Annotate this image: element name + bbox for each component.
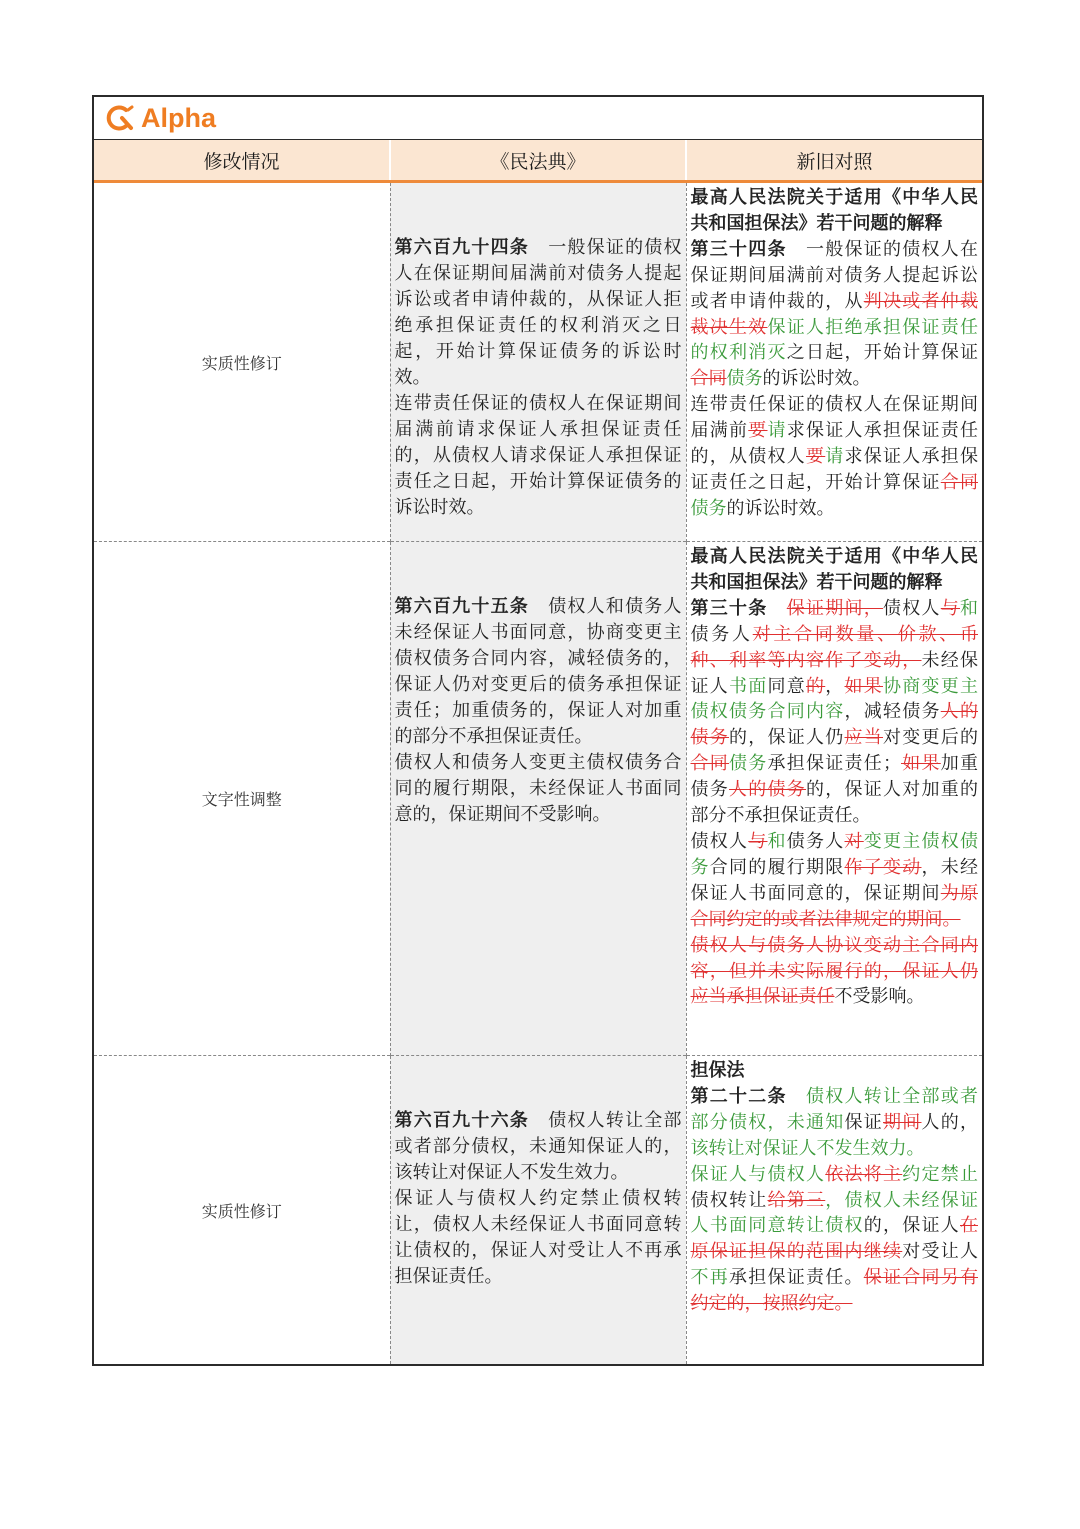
unchanged-text: 人的，: [921, 1111, 978, 1133]
deleted-text: 与: [940, 597, 960, 619]
source-title: 最高人民法院关于适用《中华人民共和国担保法》若干问题的解释: [690, 546, 978, 593]
deleted-text: 应当: [844, 727, 883, 749]
inserted-text: 变更主债权债务: [690, 830, 978, 878]
deleted-text: 为原合同约定的或者法律规定的期间。: [690, 882, 978, 930]
brand-header: [94, 97, 982, 140]
unchanged-text: ，减轻债务: [844, 701, 941, 723]
inserted-text: 该转让对保证人不发生效力。: [690, 1137, 925, 1159]
unchanged-text: 债务人: [786, 830, 845, 852]
inserted-text: 债权人转让全部或者部分债权，未通知: [690, 1085, 978, 1133]
deleted-text: 保证期间，: [786, 597, 883, 619]
deleted-text: 如果: [844, 675, 883, 697]
unchanged-text: 债权人: [883, 597, 941, 619]
col-header-old-new-comparison: 新旧对照: [686, 140, 982, 182]
inserted-text: 书面: [729, 675, 768, 697]
comparison-cell: [686, 1056, 982, 1365]
unchanged-text: 未经保证人: [690, 649, 978, 697]
article-number: 第二十二条: [690, 1085, 787, 1107]
civil-code-cell: [390, 542, 686, 1056]
civil-paragraph: [395, 391, 682, 521]
deleted-text: 人的债务: [729, 779, 806, 801]
col-header-civil-code: 《民法典》: [390, 140, 686, 182]
deleted-text: 债权人与债务人协议变动主合同内容，但并未实际履行的，保证人仍应当承担保证责任: [690, 934, 978, 1008]
comparison-paragraph: [691, 1162, 979, 1317]
unchanged-text: 同意: [767, 675, 806, 697]
inserted-text: 不再: [690, 1267, 729, 1289]
unchanged-text: [768, 598, 787, 619]
unchanged-text: 的诉讼时效。: [762, 368, 871, 390]
deleted-text: 对: [844, 830, 864, 852]
article-text: 债权人和债务人未经保证人书面同意，协商变更主债权债务合同内容，减轻债务的，保证人仍对变更后的债务承担保证责任；加重债务的，保证人对加重的部分不承担保证责任。: [394, 596, 682, 747]
table-header: [94, 140, 982, 182]
article-number: 第六百九十四条: [394, 237, 529, 258]
civil-paragraph: [395, 750, 682, 828]
deleted-text: 对主合同数量、价款、币种、利率等内容作了变动，: [690, 623, 979, 671]
unchanged-text: ，: [825, 675, 845, 697]
unchanged-text: 一般保证的债权人在保证期间届满前对债务人提起诉讼或者申请仲裁的，从: [690, 238, 978, 312]
article-number: 第六百九十六条: [394, 1110, 529, 1131]
comparison-paragraph: [691, 237, 979, 392]
change-type-cell: 文字性调整: [94, 542, 390, 1056]
deleted-text: 合同: [940, 471, 978, 493]
comparison-paragraph: [691, 1084, 979, 1162]
table-row: [94, 182, 982, 542]
article-number: 第三十四条: [690, 238, 787, 260]
civil-code-cell: [390, 1056, 686, 1365]
inserted-text: 债务: [690, 497, 727, 519]
comparison-paragraph: [691, 829, 979, 933]
inserted-text: 协商变更主债权债务合同内容: [690, 675, 978, 723]
inserted-text: ，债权人未经保证人书面同意转让债权: [690, 1189, 978, 1237]
unchanged-text: 不受影响。: [834, 986, 925, 1008]
unchanged-text: 加重债务: [690, 753, 978, 801]
inserted-text: 请: [767, 420, 787, 442]
article-text: 债权人转让全部或者部分债权，未通知保证人的，该转让对保证人不发生效力。: [394, 1110, 682, 1183]
deleted-text: 如果: [901, 753, 941, 775]
table-row: [94, 1056, 982, 1365]
unchanged-text: 的，保证人仍: [729, 727, 845, 749]
inserted-text: 债务: [729, 753, 768, 775]
article-text: 债权人和债务人变更主债权债务合同的履行期限，未经保证人书面同意的，保证期间不受影响。: [394, 752, 682, 825]
unchanged-text: 求保证人承担保证责任之日起，开始计算保证: [690, 446, 978, 493]
inserted-text: 和: [767, 830, 787, 852]
deleted-text: 在原保证担保的范围内继续: [690, 1215, 978, 1263]
change-type-cell: 实质性修订: [94, 182, 390, 542]
comparison-table: [94, 140, 982, 1364]
brand-name: Alpha: [141, 102, 217, 133]
alpha-logo-icon: [102, 101, 136, 135]
unchanged-text: ，未经保证人书面同意的，保证期间: [690, 856, 978, 904]
deleted-text: 作了变动: [844, 856, 922, 878]
unchanged-text: 合同的履行期限: [709, 856, 845, 878]
unchanged-text: 债权转让: [690, 1189, 768, 1211]
unchanged-text: 连带责任保证的债权人在保证期间届满前: [690, 394, 978, 442]
article-number: 第三十条: [690, 597, 768, 619]
deleted-text: 期间: [883, 1111, 922, 1133]
source-title: 最高人民法院关于适用《中华人民共和国担保法》若干问题的解释: [690, 187, 978, 234]
deleted-text: 依法将主: [825, 1163, 903, 1185]
unchanged-text: 保证: [844, 1111, 883, 1133]
inserted-text: 和: [960, 597, 978, 619]
deleted-text: 合同: [690, 753, 729, 775]
inserted-text: 请: [825, 446, 845, 468]
article-text: 连带责任保证的债权人在保证期间届满前请求保证人承担保证责任的，从债权人请求保证人承担保证责任之日起，开始计算保证债务的诉讼时效。: [394, 393, 682, 518]
unchanged-text: 债务人: [690, 623, 753, 645]
deleted-text: 判决或者仲裁裁决生效: [690, 290, 978, 338]
deleted-text: 人的债务: [690, 701, 978, 749]
unchanged-text: 对受让人: [902, 1241, 978, 1263]
unchanged-text: 之日起，开始计算保证: [786, 342, 978, 364]
unchanged-text: 的，保证人: [863, 1215, 960, 1237]
table-row: [94, 542, 982, 1056]
comparison-cell: [686, 182, 982, 542]
inserted-text: 保证人与债权人: [690, 1163, 826, 1185]
civil-paragraph: [395, 1186, 682, 1290]
deleted-text: 保证合同另有约定的，按照约定。: [690, 1267, 978, 1315]
unchanged-text: 承担保证责任。: [729, 1267, 864, 1289]
change-type-cell: 实质性修订: [94, 1056, 390, 1365]
deleted-text: 的: [806, 675, 826, 697]
unchanged-text: 债权人: [690, 830, 749, 852]
deleted-text: 给第三: [767, 1189, 826, 1211]
comparison-paragraph: [691, 596, 979, 829]
unchanged-text: [787, 1086, 806, 1107]
inserted-text: 保证人拒绝承担保证责任的权利消灭: [690, 316, 978, 364]
source-title: 担保法: [690, 1060, 745, 1081]
comparison-cell: [686, 542, 982, 1056]
civil-paragraph: [395, 235, 682, 391]
article-text: 一般保证的债权人在保证期间届满前对债务人提起诉讼或者申请仲裁的，从保证人拒绝承担保证责任的权利消灭之日起，开始计算保证债务的诉讼时效。: [394, 237, 682, 388]
unchanged-text: 的诉讼时效。: [726, 497, 835, 519]
deleted-text: 合同: [690, 368, 727, 390]
col-header-change-type: 修改情况: [94, 140, 390, 182]
unchanged-text: 的，保证人对加重的部分不承担保证责任。: [690, 779, 978, 827]
article-text: 保证人与债权人约定禁止债权转让，债权人未经保证人书面同意转让债权的，保证人对受让人不再承担保证责任。: [394, 1188, 682, 1287]
unchanged-text: 承担保证责任；: [767, 753, 901, 775]
civil-paragraph: [395, 1108, 682, 1186]
inserted-text: 债务: [726, 368, 763, 390]
deleted-text: 要: [806, 446, 826, 468]
civil-paragraph: [395, 594, 682, 750]
comparison-sheet: [92, 95, 984, 1366]
civil-code-cell: [390, 182, 686, 542]
deleted-text: 与: [748, 830, 768, 852]
unchanged-text: 求保证人承担保证责任的，从债权人: [690, 420, 978, 468]
comparison-paragraph: [691, 933, 979, 1011]
unchanged-text: 对变更后的: [883, 727, 978, 749]
article-number: 第六百九十五条: [394, 596, 529, 617]
comparison-paragraph: [691, 392, 979, 522]
deleted-text: 要: [748, 420, 768, 442]
inserted-text: 约定禁止: [902, 1163, 978, 1185]
